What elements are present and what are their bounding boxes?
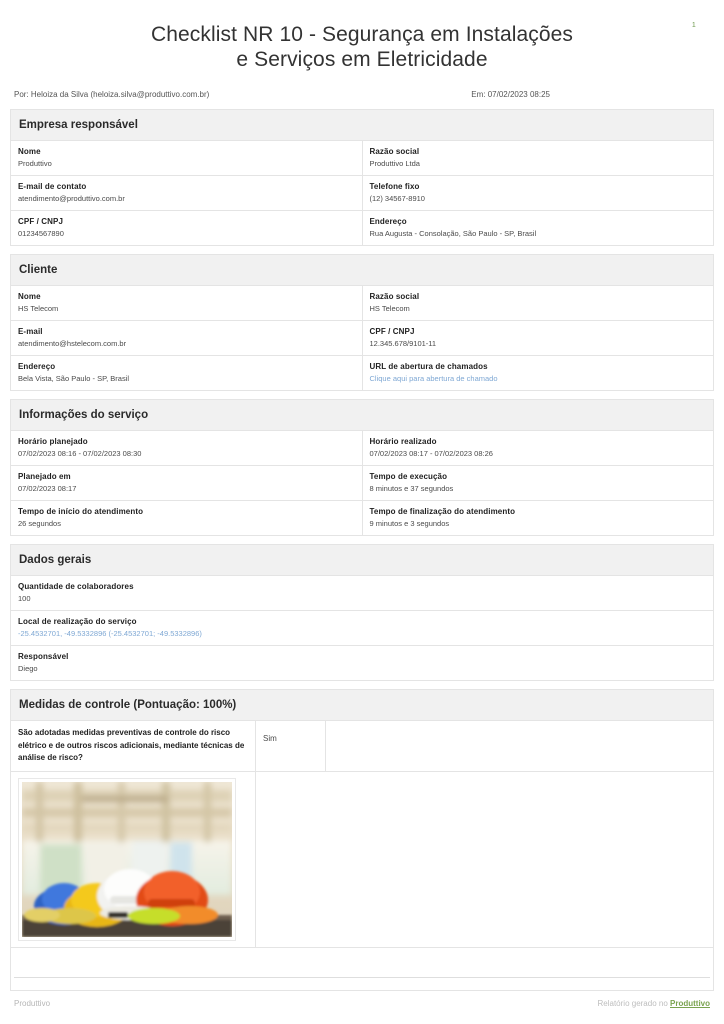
field-label: Nome [18,292,41,301]
checklist-photo-note-cell [256,771,714,947]
field-label: Razão social [369,147,420,156]
field-label: Quantidade de colaboradores [18,582,134,591]
field-value: atendimento@hstelecom.com.br [18,339,127,348]
field-value: 12.345.678/9101-11 [369,339,437,348]
field-value: HS Telecom [18,304,59,313]
field-value: (12) 34567-8910 [369,194,425,203]
field-label: Tempo de execução [369,472,448,481]
field-value: Produttivo Ltda [369,159,420,168]
field-value: Produttivo [18,159,52,168]
field-cell [362,141,714,176]
page-title: Checklist NR 10 - Segurança em Instalações e Serviços em Eletricidade [150,23,574,71]
field-cell [11,321,363,356]
field-value: Rua Augusta - Consolação, São Paulo - SP, Brasil [369,229,537,238]
field-label: Endereço [369,217,407,226]
field-label: Horário realizado [369,437,437,446]
section-title: Dados gerais [10,544,714,575]
field-cell [362,176,714,211]
table-row [11,141,714,176]
field-label: E-mail [18,327,43,336]
section-title: Empresa responsável [10,109,714,140]
footer-generated-prefix: Relatório gerado no [597,999,670,1008]
field-cell [362,431,714,466]
field-value-link[interactable]: Clique aqui para abertura de chamado [369,374,498,383]
field-value: 9 minutos e 3 segundos [369,519,450,528]
field-value: 100 [18,594,31,603]
field-label: Responsável [18,652,69,661]
field-cell [11,646,714,681]
section-2 [10,399,714,536]
field-value: atendimento@produttivo.com.br [18,194,125,203]
safety-helmets-illustration [22,782,232,937]
section-1 [10,254,714,391]
table-row [11,646,714,681]
field-cell [362,356,714,391]
section-title: Cliente [10,254,714,285]
field-value: 26 segundos [18,519,61,528]
footer-generated-by [598,999,711,1008]
section-spacer [0,391,724,399]
section-field-table [10,140,714,246]
section-3 [10,544,714,681]
field-cell [362,321,714,356]
field-cell [11,466,363,501]
table-row [11,501,714,536]
field-value: 07/02/2023 08:17 [18,484,77,493]
checklist-question-cell [11,721,256,772]
field-value: 8 minutos e 37 segundos [369,484,454,493]
field-cell [11,286,363,321]
sections-container [0,109,724,689]
field-value: Diego [18,664,38,673]
footer-divider [14,977,710,978]
field-label: CPF / CNPJ [369,327,415,336]
section-spacer [0,536,724,544]
field-cell [11,356,363,391]
checklist-question: São adotadas medidas preventivas de controle do risco elétrico e de outros riscos adicionais, mediante técnicas de análise de risco? [18,728,245,762]
field-cell [362,286,714,321]
table-row [11,721,714,772]
table-row [11,771,714,947]
table-row [11,611,714,646]
section-field-table [10,575,714,681]
field-label: URL de abertura de chamados [369,362,488,371]
field-label: Razão social [369,292,420,301]
table-row [11,321,714,356]
section-medidas-de-controle [10,689,714,991]
checklist-photo-cell [11,771,256,947]
field-cell [11,576,714,611]
field-cell [11,431,363,466]
field-value: 01234567890 [18,229,64,238]
byline-author: Por: Heloiza da Silva (heloiza.silva@produttivo.com.br) [14,90,210,99]
byline-date: Em: 07/02/2023 08:25 [471,90,550,99]
table-row [11,211,714,246]
section-0 [10,109,714,246]
checklist-empty-row [11,947,714,990]
table-row [11,947,714,990]
table-row [11,466,714,501]
field-value: -25.4532701, -49.5332896 (-25.4532701; -49.5332896) [18,629,202,638]
section-title-medidas-de-controle: Medidas de controle (Pontuação: 100%) [10,689,714,720]
table-row [11,356,714,391]
field-value: 07/02/2023 08:16 - 07/02/2023 08:30 [18,449,142,458]
field-label: E-mail de contato [18,182,87,191]
field-value: HS Telecom [369,304,410,313]
field-cell [362,501,714,536]
field-value: 07/02/2023 08:17 - 07/02/2023 08:26 [369,449,493,458]
field-label: Horário planejado [18,437,88,446]
footer-brand: Produttivo [14,999,51,1008]
field-cell [11,211,363,246]
field-cell [362,211,714,246]
field-label: Local de realização do serviço [18,617,137,626]
field-label: CPF / CNPJ [18,217,64,226]
field-label: Planejado em [18,472,71,481]
field-cell [11,141,363,176]
field-cell [11,501,363,536]
field-label: Tempo de finalização do atendimento [369,507,516,516]
photo-frame [18,778,236,941]
safety-helmets-photo [22,782,232,937]
footer-brand-link[interactable]: Produttivo [670,999,710,1008]
table-row [11,576,714,611]
checklist-answer: Sim [256,721,326,772]
section-field-table [10,285,714,391]
table-row [11,286,714,321]
section-title: Informações do serviço [10,399,714,430]
field-label: Tempo de início do atendimento [18,507,144,516]
field-cell [11,176,363,211]
field-label: Nome [18,147,41,156]
field-label: Telefone fixo [369,182,420,191]
table-row [11,176,714,211]
section-spacer [0,246,724,254]
field-cell [11,611,714,646]
field-cell [362,466,714,501]
table-row [11,431,714,466]
byline [0,72,724,109]
section-field-table [10,430,714,536]
checklist-note-cell [326,721,714,772]
section-spacer [0,681,724,689]
page-number: 1 [691,22,696,29]
field-value: Bela Vista, São Paulo - SP, Brasil [18,374,130,383]
checklist-table [10,720,714,991]
page-footer [14,999,710,1008]
field-label: Endereço [18,362,56,371]
